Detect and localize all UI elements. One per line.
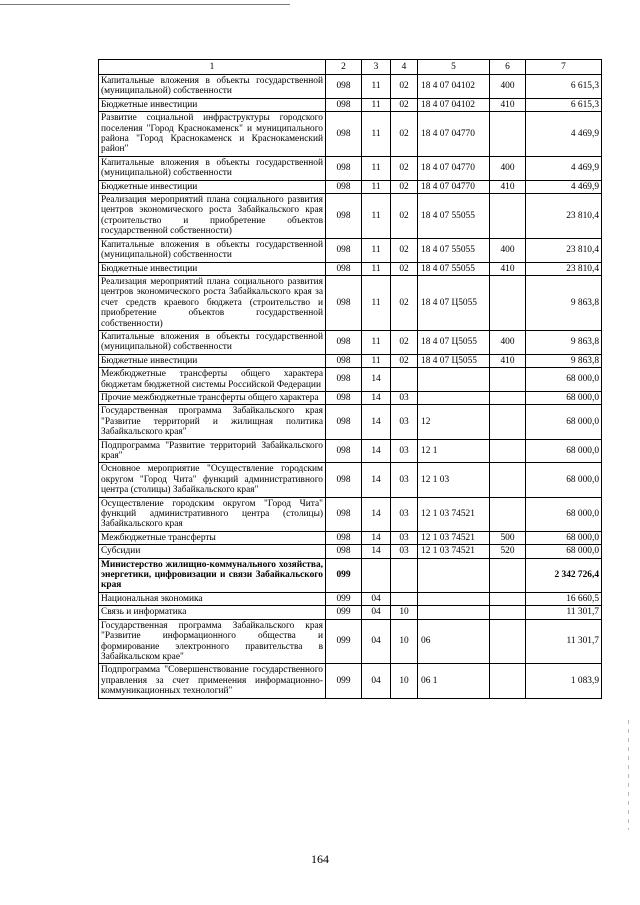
row-vr-cell: [490, 194, 526, 239]
row-sum-cell: 4 469,9: [526, 180, 602, 193]
row-ved-cell: 098: [326, 545, 362, 558]
row-ved-cell: 099: [326, 664, 362, 698]
row-rz-cell: 11: [362, 275, 391, 330]
row-vr-cell: [490, 592, 526, 605]
row-ved-cell: 098: [326, 330, 362, 354]
row-pr-cell: 03: [391, 463, 418, 497]
row-name-cell: Подпрограмма "Совершенствование государственного управления за счет применения информационно-коммуникационных технологий": [99, 664, 326, 698]
row-csr-cell: 12 1 03: [418, 463, 490, 497]
table-row: [99, 439, 602, 463]
row-pr-cell: 02: [391, 354, 418, 367]
scan-edge-marks: [628, 720, 629, 830]
table-body: [99, 60, 602, 699]
row-vr-cell: [490, 664, 526, 698]
row-name-cell: Капитальные вложения в объекты государственной (муниципальной) собственности: [99, 156, 326, 180]
row-name-cell: Связь и информатика: [99, 606, 326, 619]
row-pr-cell: 03: [391, 405, 418, 439]
row-vr-cell: [490, 112, 526, 157]
row-pr-cell: 10: [391, 606, 418, 619]
row-ved-cell: 098: [326, 156, 362, 180]
row-csr-cell: 18 4 07 55055: [418, 194, 490, 239]
row-vr-cell: [490, 275, 526, 330]
row-csr-cell: 12 1 03 74521: [418, 497, 490, 531]
row-ved-cell: 098: [326, 98, 362, 111]
row-rz-cell: 11: [362, 354, 391, 367]
row-sum-cell: 11 301,7: [526, 619, 602, 664]
row-name-cell: Бюджетные инвестиции: [99, 262, 326, 275]
row-rz-cell: 11: [362, 98, 391, 111]
row-csr-cell: 18 4 07 04102: [418, 98, 490, 111]
row-name-cell: Капитальные вложения в объекты государственной (муниципальной) собственности: [99, 75, 326, 99]
row-ved-cell: 099: [326, 606, 362, 619]
row-csr-cell: 12: [418, 405, 490, 439]
row-ved-cell: 098: [326, 405, 362, 439]
row-sum-cell: 11 301,7: [526, 606, 602, 619]
row-pr-cell: [391, 368, 418, 392]
table-header-row: [99, 60, 602, 75]
row-rz-cell: 14: [362, 463, 391, 497]
row-rz-cell: 14: [362, 391, 391, 404]
row-rz-cell: 14: [362, 531, 391, 544]
top-rule: [0, 4, 290, 5]
table-row: [99, 275, 602, 330]
row-rz-cell: 14: [362, 405, 391, 439]
row-vr-cell: [490, 463, 526, 497]
row-pr-cell: 02: [391, 156, 418, 180]
row-name-cell: Бюджетные инвестиции: [99, 98, 326, 111]
row-csr-cell: 18 4 07 55055: [418, 262, 490, 275]
row-csr-cell: [418, 592, 490, 605]
row-vr-cell: [490, 391, 526, 404]
row-pr-cell: 02: [391, 180, 418, 193]
row-rz-cell: 11: [362, 75, 391, 99]
row-sum-cell: 68 000,0: [526, 405, 602, 439]
table-row: [99, 619, 602, 664]
row-ved-cell: 098: [326, 275, 362, 330]
table-row: [99, 463, 602, 497]
row-name-cell: Капитальные вложения в объекты государственной (муниципальной) собственности: [99, 330, 326, 354]
row-csr-cell: 18 4 07 Ц5055: [418, 275, 490, 330]
row-rz-cell: 11: [362, 238, 391, 262]
row-ved-cell: 098: [326, 497, 362, 531]
row-csr-cell: 18 4 07 55055: [418, 238, 490, 262]
table-row: [99, 112, 602, 157]
row-name-cell: Осуществление городским округом "Город Чита" функций административного центра (столицы) Забайкальского края: [99, 497, 326, 531]
row-vr-cell: [490, 405, 526, 439]
page-number: 164: [311, 852, 329, 866]
row-vr-cell: [490, 497, 526, 531]
table-row: [99, 368, 602, 392]
row-vr-cell: 410: [490, 180, 526, 193]
row-vr-cell: 400: [490, 330, 526, 354]
table-row: [99, 156, 602, 180]
row-name-cell: Развитие социальной инфраструктуры городского поселения "Город Краснокаменск" и муниципального района "Город Краснокаменск и Краснокаменский район": [99, 112, 326, 157]
row-csr-cell: 18 4 07 04770: [418, 112, 490, 157]
row-vr-cell: 400: [490, 156, 526, 180]
table-row: [99, 354, 602, 367]
row-sum-cell: 9 863,8: [526, 330, 602, 354]
row-ved-cell: 098: [326, 262, 362, 275]
row-sum-cell: 16 660,5: [526, 592, 602, 605]
table-row: [99, 180, 602, 193]
row-ved-cell: 098: [326, 194, 362, 239]
row-rz-cell: 04: [362, 592, 391, 605]
row-sum-cell: 1 083,9: [526, 664, 602, 698]
row-name-cell: Бюджетные инвестиции: [99, 354, 326, 367]
table-row: [99, 405, 602, 439]
table-row: [99, 606, 602, 619]
row-pr-cell: 02: [391, 275, 418, 330]
row-sum-cell: 9 863,8: [526, 275, 602, 330]
table-row: [99, 545, 602, 558]
row-pr-cell: 02: [391, 194, 418, 239]
row-csr-cell: [418, 368, 490, 392]
row-csr-cell: [418, 606, 490, 619]
row-pr-cell: 10: [391, 619, 418, 664]
row-rz-cell: 11: [362, 156, 391, 180]
table-row: [99, 664, 602, 698]
row-vr-cell: 410: [490, 98, 526, 111]
row-sum-cell: 68 000,0: [526, 439, 602, 463]
row-csr-cell: 12 1: [418, 439, 490, 463]
header-cell: 5: [418, 60, 490, 75]
row-pr-cell: 02: [391, 75, 418, 99]
row-pr-cell: 03: [391, 391, 418, 404]
row-sum-cell: 68 000,0: [526, 497, 602, 531]
row-rz-cell: 04: [362, 606, 391, 619]
row-name-cell: Подпрограмма "Развитие территорий Забайкальского края": [99, 439, 326, 463]
table-row: [99, 238, 602, 262]
row-rz-cell: 14: [362, 545, 391, 558]
row-csr-cell: 18 4 07 Ц5055: [418, 354, 490, 367]
row-rz-cell: 14: [362, 497, 391, 531]
row-pr-cell: 03: [391, 531, 418, 544]
row-ved-cell: 099: [326, 619, 362, 664]
row-name-cell: Национальная экономика: [99, 592, 326, 605]
header-cell: 1: [99, 60, 326, 75]
row-csr-cell: 12 1 03 74521: [418, 531, 490, 544]
table-row: [99, 194, 602, 239]
row-pr-cell: 02: [391, 330, 418, 354]
row-sum-cell: 4 469,9: [526, 156, 602, 180]
table-row: [99, 75, 602, 99]
row-name-cell: Государственная программа Забайкальского края "Развитие информационного общества и формирование электронного правительства в Забайкальском крае": [99, 619, 326, 664]
row-pr-cell: 02: [391, 262, 418, 275]
row-pr-cell: 03: [391, 439, 418, 463]
row-name-cell: Министерство жилищно-коммунального хозяйства, энергетики, цифровизации и связи Забайкальского края: [99, 558, 326, 592]
row-vr-cell: 500: [490, 531, 526, 544]
row-csr-cell: 18 4 07 04102: [418, 75, 490, 99]
row-sum-cell: 6 615,3: [526, 75, 602, 99]
row-ved-cell: 098: [326, 354, 362, 367]
row-ved-cell: 098: [326, 75, 362, 99]
row-sum-cell: 6 615,3: [526, 98, 602, 111]
row-vr-cell: [490, 619, 526, 664]
row-rz-cell: 14: [362, 439, 391, 463]
row-vr-cell: [490, 606, 526, 619]
row-sum-cell: 68 000,0: [526, 531, 602, 544]
table-row: [99, 98, 602, 111]
row-ved-cell: 098: [326, 368, 362, 392]
row-vr-cell: 400: [490, 238, 526, 262]
row-sum-cell: 68 000,0: [526, 391, 602, 404]
table-row: [99, 330, 602, 354]
row-name-cell: Прочие межбюджетные трансферты общего характера: [99, 391, 326, 404]
row-ved-cell: 098: [326, 439, 362, 463]
row-sum-cell: 23 810,4: [526, 194, 602, 239]
row-rz-cell: [362, 558, 391, 592]
row-pr-cell: 02: [391, 112, 418, 157]
row-vr-cell: [490, 439, 526, 463]
row-ved-cell: 099: [326, 592, 362, 605]
row-ved-cell: 098: [326, 531, 362, 544]
table-row: [99, 531, 602, 544]
row-ved-cell: 098: [326, 463, 362, 497]
header-cell: 3: [362, 60, 391, 75]
header-cell: 6: [490, 60, 526, 75]
row-vr-cell: [490, 368, 526, 392]
table-row: [99, 497, 602, 531]
row-rz-cell: 04: [362, 664, 391, 698]
row-csr-cell: 18 4 07 04770: [418, 156, 490, 180]
row-csr-cell: 18 4 07 Ц5055: [418, 330, 490, 354]
row-vr-cell: 520: [490, 545, 526, 558]
row-name-cell: Реализация мероприятий плана социального развития центров экономического роста Забайкальского края за счет средств краевого бюджета (строительство и приобретение объектов государственной собственности): [99, 275, 326, 330]
row-name-cell: Межбюджетные трансферты общего характера бюджетам бюджетной системы Российской Федерации: [99, 368, 326, 392]
row-name-cell: Государственная программа Забайкальского края "Развитие территорий и жилищная политика Забайкальского края": [99, 405, 326, 439]
header-cell: 4: [391, 60, 418, 75]
row-ved-cell: 098: [326, 391, 362, 404]
row-rz-cell: 14: [362, 368, 391, 392]
table-row: [99, 391, 602, 404]
row-name-cell: Реализация мероприятий плана социального развития центров экономического роста Забайкальского края (строительство и приобретение объектов государственной собственности): [99, 194, 326, 239]
row-sum-cell: 68 000,0: [526, 463, 602, 497]
row-rz-cell: 11: [362, 262, 391, 275]
row-ved-cell: 098: [326, 180, 362, 193]
row-sum-cell: 23 810,4: [526, 262, 602, 275]
table-row: [99, 592, 602, 605]
row-csr-cell: 18 4 07 04770: [418, 180, 490, 193]
row-pr-cell: 02: [391, 238, 418, 262]
header-cell: 2: [326, 60, 362, 75]
row-sum-cell: 4 469,9: [526, 112, 602, 157]
row-vr-cell: 410: [490, 262, 526, 275]
row-vr-cell: 410: [490, 354, 526, 367]
row-rz-cell: 11: [362, 180, 391, 193]
budget-page: [98, 59, 601, 699]
row-name-cell: Основное мероприятие "Осуществление городским округом "Город Чита" функций административного центра (столицы) Забайкальского края": [99, 463, 326, 497]
row-sum-cell: 2 342 726,4: [526, 558, 602, 592]
row-vr-cell: [490, 558, 526, 592]
row-ved-cell: 098: [326, 238, 362, 262]
row-name-cell: Капитальные вложения в объекты государственной (муниципальной) собственности: [99, 238, 326, 262]
row-rz-cell: 11: [362, 194, 391, 239]
row-pr-cell: 10: [391, 664, 418, 698]
row-name-cell: Межбюджетные трансферты: [99, 531, 326, 544]
row-csr-cell: [418, 558, 490, 592]
row-pr-cell: [391, 558, 418, 592]
row-ved-cell: 099: [326, 558, 362, 592]
row-pr-cell: 02: [391, 98, 418, 111]
row-vr-cell: 400: [490, 75, 526, 99]
row-sum-cell: 9 863,8: [526, 354, 602, 367]
row-pr-cell: 03: [391, 497, 418, 531]
row-ved-cell: 098: [326, 112, 362, 157]
row-sum-cell: 68 000,0: [526, 545, 602, 558]
row-name-cell: Субсидии: [99, 545, 326, 558]
header-cell: 7: [526, 60, 602, 75]
row-sum-cell: 23 810,4: [526, 238, 602, 262]
row-pr-cell: 03: [391, 545, 418, 558]
row-csr-cell: [418, 391, 490, 404]
budget-table: [98, 59, 602, 699]
row-rz-cell: 11: [362, 330, 391, 354]
table-row: [99, 262, 602, 275]
row-rz-cell: 04: [362, 619, 391, 664]
row-csr-cell: 06 1: [418, 664, 490, 698]
row-csr-cell: 12 1 03 74521: [418, 545, 490, 558]
row-sum-cell: 68 000,0: [526, 368, 602, 392]
table-row: [99, 558, 602, 592]
row-rz-cell: 11: [362, 112, 391, 157]
row-csr-cell: 06: [418, 619, 490, 664]
row-pr-cell: [391, 592, 418, 605]
row-name-cell: Бюджетные инвестиции: [99, 180, 326, 193]
